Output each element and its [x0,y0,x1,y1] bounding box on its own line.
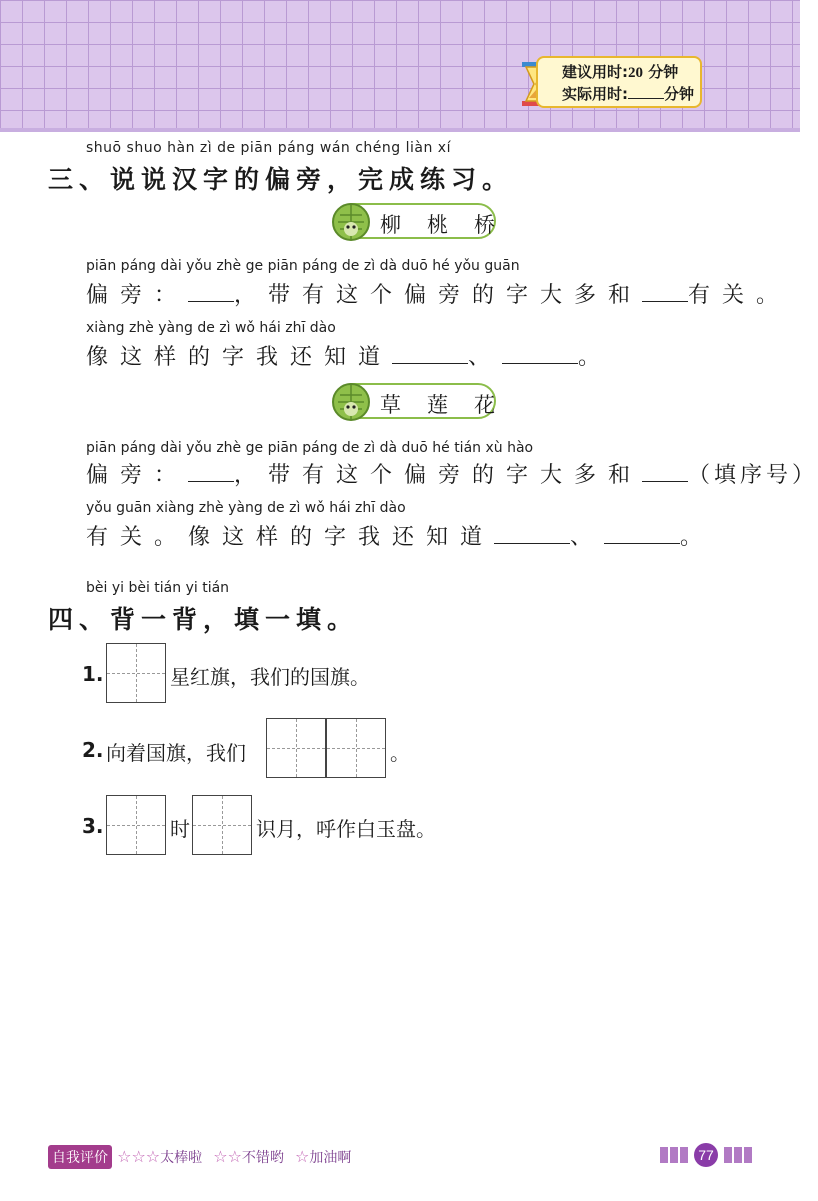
star-icon[interactable]: ☆☆ [213,1147,242,1166]
q1-number: 1. [82,662,104,686]
turtle-icon [328,379,374,425]
turtle-icon [328,199,374,245]
char-tag-group2 [334,383,521,419]
group2-line1: 偏旁： ，带有这个偏旁的字大多和 （填序号） [86,458,818,489]
group2-radical-blank[interactable] [188,459,234,482]
section3-pinyin: shuō shuo hàn zì de piān páng wán chéng liàn xí [86,140,451,156]
group2-char-blank-2[interactable] [604,521,680,544]
suggested-time: 建议用时:20 分钟 [562,63,679,81]
rating-great: 太棒啦 [160,1150,203,1166]
q3-box-2[interactable] [192,795,252,855]
actual-time-blank[interactable] [628,84,664,99]
group1-radical-blank[interactable] [188,279,234,302]
group1-pinyin1: piān páng dài yǒu zhè ge piān páng de zì dà duō hé yǒu guān [86,258,520,274]
star-icon[interactable]: ☆☆☆ [117,1147,161,1166]
q2-box-1[interactable] [266,718,326,778]
section4-pinyin: bèi yi bèi tián yi tián [86,580,230,596]
q1-text: 星红旗，我们的国旗。 [170,665,370,689]
group2-number-blank[interactable] [642,459,688,482]
group1-char-blank-2[interactable] [502,341,578,364]
group2-chars: 草莲花 [380,393,521,417]
page-number-badge [660,1143,752,1167]
group2-pinyin2: yǒu guān xiàng zhè yàng de zì wǒ hái zhī dào [86,500,406,516]
group1-meaning-blank[interactable] [642,279,688,302]
group1-line2: 像这样的字我还知道 、 。 [86,340,612,371]
rating-good: 不错哟 [241,1150,284,1166]
q2-box-2[interactable] [326,718,386,778]
q3-number: 3. [82,814,104,838]
q3-mid: 时 [170,817,190,841]
star-icon[interactable]: ☆ [295,1147,310,1166]
group1-pinyin2: xiàng zhè yàng de zì wǒ hái zhī dào [86,320,336,336]
group2-line2: 有关。像这样的字我还知道 、 。 [86,520,714,551]
q1-box[interactable] [106,643,166,703]
group1-line1: 偏旁： ，带有这个偏旁的字大多和 有关。 [86,278,790,309]
section3-title: 三、说说汉字的偏旁，完成练习。 [48,165,514,194]
char-tag-group1 [334,203,521,239]
group2-char-blank-1[interactable] [494,521,570,544]
q3-text: 识月，呼作白玉盘。 [256,817,436,841]
q2-number: 2. [82,738,104,762]
q2-end: 。 [390,741,410,765]
page-number: 77 [698,1147,714,1163]
time-box [536,56,702,108]
section4-title: 四、背一背，填一填。 [48,605,359,634]
eval-label: 自我评价 [48,1145,112,1169]
group1-chars: 柳桃桥 [380,213,521,237]
actual-time: 实际用时: 分钟 [562,85,695,103]
q3-box-1[interactable] [106,795,166,855]
header-divider [0,128,800,132]
group1-char-blank-1[interactable] [392,341,468,364]
rating-try: 加油啊 [309,1150,352,1166]
group2-pinyin1: piān páng dài yǒu zhè ge piān páng de zì dà duō hé tián xù hào [86,440,534,456]
self-evaluation [48,1145,351,1169]
q2-text: 向着国旗，我们 [106,741,246,765]
